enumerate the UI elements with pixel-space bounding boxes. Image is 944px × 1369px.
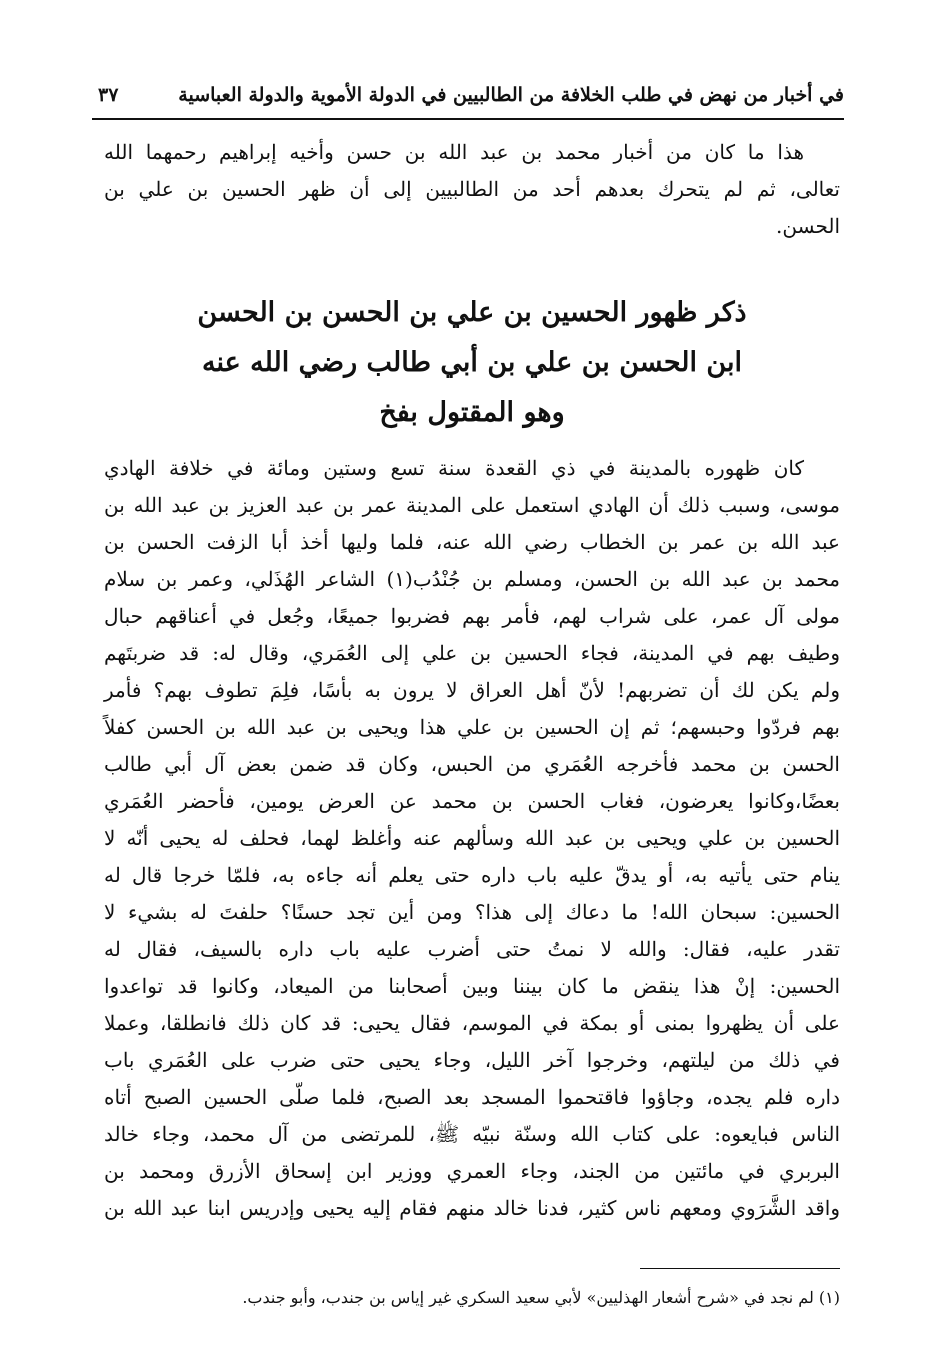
text-line: بعضًا،وكانوا يعرضون، فغاب الحسن بن محمد عن العرض يومين، فأحضر العُمَري [104, 789, 840, 813]
header-rule [92, 118, 844, 120]
text-line: واقد الشَّرَوي ومعهم ناس كثير، فدنا خالد منهم فقام إليه يحيى وإدريس ابنا عبد الله بن [104, 1196, 840, 1220]
text-line: تقدر عليه، فقال: والله لا نمتُ حتى أضرب عليه باب داره بالسيف، فقال له [104, 937, 840, 961]
page-number: ٣٧ [98, 84, 119, 106]
footnote: (١) لم نجد في «شرح أشعار الهذليين» لأبي سعيد السكري غير إياس بن جندب، وأبو جندب. [242, 1288, 840, 1307]
text-line: في ذلك من ليلتهم، وخرجوا آخر الليل، وجاء يحيى حتى ضرب على العُمَري باب [104, 1048, 840, 1072]
text-line: تعالى، ثم لم يتحرك بعدهم أحد من الطالبيين إلى أن ظهر الحسين بن علي بن [104, 177, 840, 201]
text-line: هذا ما كان من أخبار محمد بن عبد الله بن حسن وأخيه إبراهيم رحمهما الله [104, 140, 804, 164]
text-line: داره فلم يجده، وجاؤوا فاقتحموا المسجد بعد الصبح، فلما صلّى الحسين الصبح أتاه [104, 1085, 840, 1109]
heading-line: ذكر ظهور الحسين بن علي بن الحسن بن الحسن [197, 297, 747, 328]
footnote-rule [640, 1268, 840, 1269]
text-line: عبد الله بن عمر بن الخطاب رضي الله عنه، فلما وليها أخذ أبا الزفت الحسن بن [104, 530, 840, 554]
section-heading [104, 288, 840, 438]
intro-paragraph [104, 134, 840, 245]
text-line: الحسين بن علي ويحيى بن عبد الله وسألهم عنه وأغلظ لهما، فحلف له يحيى أنّه لا [104, 826, 841, 850]
text-line: موسى، وسبب ذلك أن الهادي استعمل على المدينة عمر بن عبد العزيز بن عبد الله بن [104, 493, 840, 517]
text-line: الحسين: سبحان الله! ما دعاك إلى هذا؟ ومن أين تجد حسنًا؟ حلفتَ له بشيء لا [104, 900, 840, 924]
running-header [92, 82, 844, 116]
running-title: في أخبار من نهض في طلب الخلافة من الطالبيين في الدولة الأموية والدولة العباسية [178, 84, 844, 106]
text-line: بهم فردّوا وحبسهم؛ ثم إن الحسين بن علي هذا ويحيى بن عبد الله بن الحسن كفلاً [104, 715, 840, 739]
text-line: البربري في مائتين من الجند، وجاء العمري ووزير ابن إسحاق الأزرق ومحمد بن [104, 1159, 840, 1183]
body-paragraph [104, 450, 840, 1227]
text-line: الحسن بن محمد فأخرجه العُمَري من الحبس، وكان قد ضمن بعض آل أبي طالب [104, 752, 840, 776]
heading-line: وهو المقتول بفخ [379, 397, 565, 428]
heading-line: ابن الحسن بن علي بن أبي طالب رضي الله عنه [202, 347, 742, 378]
text-line: وطيف بهم في المدينة، فجاء الحسين بن علي إلى العُمَري، وقال له: قد ضربتَهم [104, 641, 840, 665]
text-line: الحسين: إنْ هذا ينقض ما كان بيننا وبين أصحابنا من الميعاد، وكانوا قد تواعدوا [104, 974, 840, 998]
text-line: محمد بن عبد الله بن الحسن، ومسلم بن جُنْدُب(١) الشاعر الهُذَلي، وعمر بن سلام [104, 567, 840, 591]
text-line: كان ظهوره بالمدينة في ذي القعدة سنة تسع وستين ومائة في خلافة الهادي [104, 456, 804, 480]
text-line: الناس فبايعوه: على كتاب الله وسنّة نبيّه ﷺ، للمرتضى من آل محمد، وجاء خالد [104, 1122, 840, 1146]
text-line: الحسن. [776, 214, 840, 238]
text-line: مولى آل عمر، على شراب لهم، فأمر بهم فضربوا جميعًا، وجُعل في أعناقهم حبال [104, 604, 840, 628]
text-line: ينام حتى يأتيه به، أو يدقّ عليه باب داره حتى يعلم أنه جاءه به، فلمّا خرجا قال له [104, 863, 840, 887]
text-line: ولم يكن لك أن تضربهم! لأنّ أهل العراق لا يرون به بأسًا، فلِمَ تطوف بهم؟ فأمر [104, 678, 840, 702]
text-line: على أن يظهروا بمنى أو بمكة في الموسم، فقال يحيى: قد كان ذلك فانطلقا، وعملا [104, 1011, 840, 1035]
